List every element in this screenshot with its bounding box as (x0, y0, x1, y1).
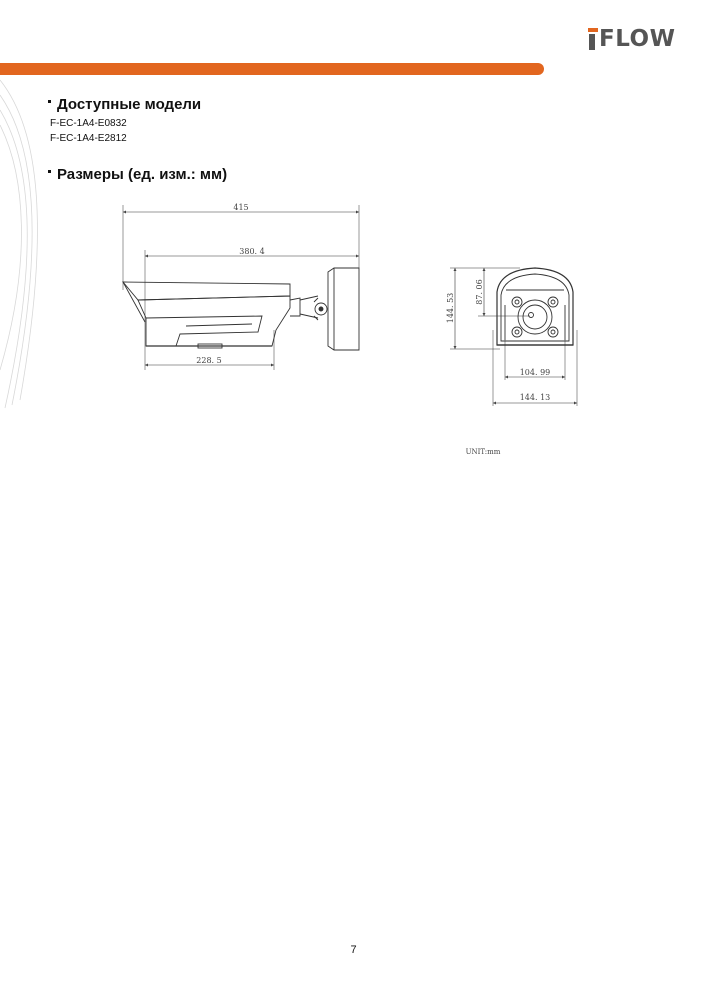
side-view (123, 205, 359, 370)
bullet-icon (48, 100, 51, 103)
logo-i-mark (588, 28, 597, 50)
model-item: F-EC-1A4-E0832 (50, 118, 127, 129)
dimensions-section-title (48, 166, 227, 184)
front-view (450, 268, 577, 406)
dim-inner-width: 104. 99 (519, 368, 551, 377)
dim-lower-length: 228. 5 (196, 356, 222, 365)
bullet-icon (48, 170, 51, 173)
dim-housing-length: 380. 4 (239, 247, 265, 256)
model-item: F-EC-1A4-E2812 (50, 133, 127, 144)
page-number: 7 (350, 944, 357, 956)
logo-text: FLOW (599, 26, 676, 52)
models-section-title (48, 96, 201, 114)
unit-label: UNIT:mm (465, 448, 501, 456)
dim-lens-height: 87. 06 (475, 279, 484, 305)
dim-overall-height: 144. 53 (446, 292, 455, 324)
models-title-text: Доступные модели (57, 96, 202, 113)
dimensions-title-text: Размеры (ед. изм.: мм) (57, 166, 228, 183)
header-accent-bar (0, 63, 544, 75)
dim-overall-width: 144. 13 (519, 393, 551, 402)
brand-logo (588, 26, 675, 52)
dimension-drawing (0, 195, 707, 465)
dim-overall-length: 415 (233, 203, 249, 212)
